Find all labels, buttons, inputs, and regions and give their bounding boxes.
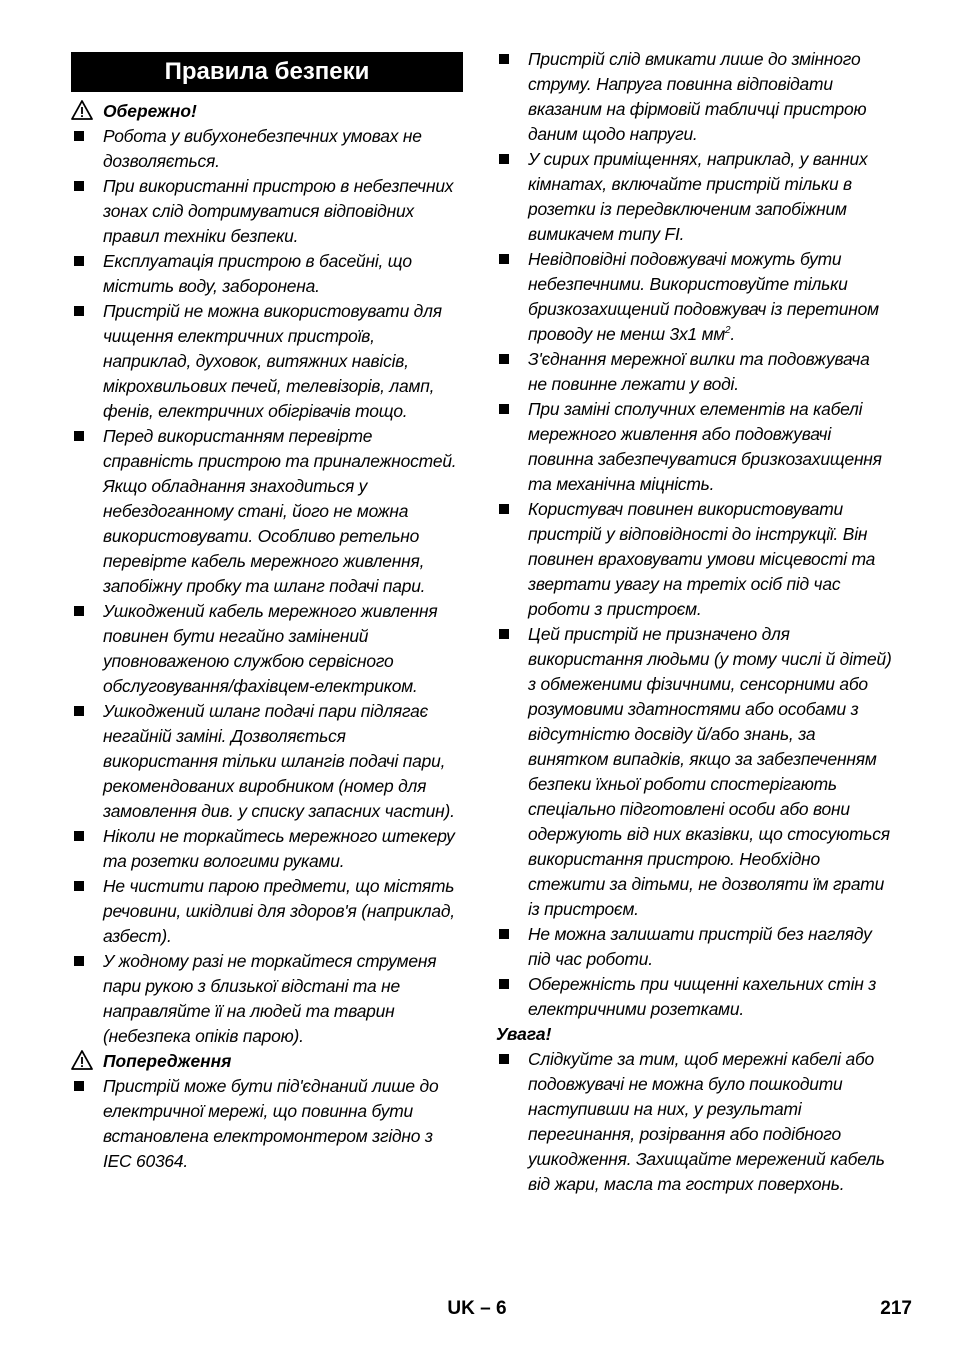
bullet-square-icon xyxy=(74,881,84,891)
bullet-square-icon xyxy=(74,256,84,266)
list-item: З'єднання мережної вилки та подовжувача не повинне лежати у воді. xyxy=(496,347,892,397)
bullet-square-icon xyxy=(74,956,84,966)
period: . xyxy=(730,324,736,344)
warning-triangle-icon xyxy=(71,1049,93,1071)
warning-triangle-icon xyxy=(71,99,93,121)
footer-section-label: UK – 6 xyxy=(447,1298,507,1319)
bullet-square-icon xyxy=(74,306,84,316)
bullet-square-icon xyxy=(499,54,509,64)
list-item: Ніколи не торкайтесь мережного штекеру та розетки вологими руками. xyxy=(71,824,463,874)
warning-label: Попередження xyxy=(103,1051,232,1071)
bullet-square-icon xyxy=(74,1081,84,1091)
bullet-square-icon xyxy=(499,504,509,514)
bullet-square-icon xyxy=(499,254,509,264)
list-item: При використанні пристрою в небезпечних зонах слід дотримуватися відповідних правил техніки безпеки. xyxy=(71,174,463,249)
list-item: Обережність при чищенні кахельних стін з електричними розетками. xyxy=(496,972,892,1022)
safety-list-right-2 xyxy=(496,1047,892,1197)
right-column xyxy=(496,47,892,1197)
list-item: Ушкоджений шланг подачі пари підлягає негайній заміні. Дозволяється використання тільки шлангів подачі пари, рекомендованих виробником (номер для замовлення див. у списку запасних частин). xyxy=(71,699,463,824)
list-item: Користувач повинен використовувати пристрій у відповідності до інструкції. Він повинен враховувати умови місцевості та звертати увагу на третіх осіб під час роботи з пристроєм. xyxy=(496,497,892,622)
bullet-square-icon xyxy=(74,181,84,191)
list-item: Робота у вибухонебезпечних умовах не дозволяється. xyxy=(71,124,463,174)
bullet-square-icon xyxy=(74,131,84,141)
list-item: У жодному разі не торкайтеся струменя пари рукою з близької відстані та не направляйте її на людей та тварин (небезпека опіків парою). xyxy=(71,949,463,1049)
bullet-square-icon xyxy=(74,431,84,441)
bullet-square-icon xyxy=(74,831,84,841)
safety-list-left-2 xyxy=(71,1074,463,1174)
page-number: 217 xyxy=(880,1298,912,1319)
list-item: Цей пристрій не призначено для використання людьми (у тому числі й дітей) з обмеженими фізичними, сенсорними або розумовими здатностями або особами з відсутністю досвіду й/або знань, за винятком випадків, якщо за забезпеченням безпеки їхньої роботи спостерігають спеціально підготовлені особи або вони одержують від них вказівки, що стосуються використання пристрою. Необхідно стежити за дітьми, не дозволяти їм грати із пристроєм. xyxy=(496,622,892,922)
bullet-square-icon xyxy=(499,154,509,164)
caution-heading xyxy=(71,99,463,124)
list-item: Невідповідні подовжувачі можуть бути небезпечними. Використовуйте тільки бризкозахищений подовжувач із перетином проводу не менш 3x1 $мм^2$. xyxy=(496,247,892,347)
list-item: Пристрій може бути під'єднаний лише до електричної мережі, що повинна бути встановлена електромонтером згідно з IEC 60364. xyxy=(71,1074,463,1174)
list-item: Перед використанням перевірте справність пристрою та приналежностей. Якщо обладнання знаходиться у небездоганному стані, його не можна використовувати. Особливо ретельно перевірте кабель мережного живлення, запобіжну пробку та шланг подачі пари. xyxy=(71,424,463,599)
caution-label: Обережно! xyxy=(103,101,197,121)
list-item: Пристрій не можна використовувати для чищення електричних пристроїв, наприклад, духовок, витяжних навісів, мікрохвильових печей, телевізорів, ламп, фенів, електричних обігрівачів тощо. xyxy=(71,299,463,424)
safety-list-right xyxy=(496,47,892,1022)
superscript: 2 xyxy=(725,325,731,337)
bullet-square-icon xyxy=(499,354,509,364)
list-item: Експлуатація пристрою в басейні, що містить воду, заборонена. xyxy=(71,249,463,299)
bullet-square-icon xyxy=(499,404,509,414)
bullet-square-icon xyxy=(499,929,509,939)
warning-heading xyxy=(71,1049,463,1074)
list-item: У сирих приміщеннях, наприклад, у ванних кімнатах, включайте пристрій тільки в розетки із передвключеним запобіжним вимикачем типу FI. xyxy=(496,147,892,247)
list-item: Слідкуйте за тим, щоб мережні кабелі або подовжувачі не можна було пошкодити наступивши на них, у результаті перегинання, розірвання або подібного ушкодження. Захищайте мережений кабель від жари, масла та гострих поверхонь. xyxy=(496,1047,892,1197)
list-item: Не можна залишати пристрій без нагляду під час роботи. xyxy=(496,922,892,972)
note-heading: Увага! xyxy=(496,1024,552,1044)
list-item: При заміні сполучних елементів на кабелі мережного живлення або подовжувачі повинна забезпечуватися бризкозахищення та механічна міцність. xyxy=(496,397,892,497)
list-item: Не чистити парою предмети, що містять речовини, шкідливі для здоров'я (наприклад, азбест). xyxy=(71,874,463,949)
bullet-square-icon xyxy=(74,606,84,616)
bullet-square-icon xyxy=(74,706,84,716)
bullet-square-icon xyxy=(499,979,509,989)
section-title: Правила безпеки xyxy=(71,52,463,92)
left-column xyxy=(71,52,463,1174)
list-item: Пристрій слід вмикати лише до змінного струму. Напруга повинна відповідати вказаним на фірмовій табличці пристрою даним щодо напруги. xyxy=(496,47,892,147)
bullet-square-icon xyxy=(499,629,509,639)
bullet-square-icon xyxy=(499,1054,509,1064)
list-item: Ушкоджений кабель мережного живлення повинен бути негайно замінений уповноваженою службою сервісного обслуговування/фахівцем-електриком. xyxy=(71,599,463,699)
safety-list-left xyxy=(71,124,463,1049)
